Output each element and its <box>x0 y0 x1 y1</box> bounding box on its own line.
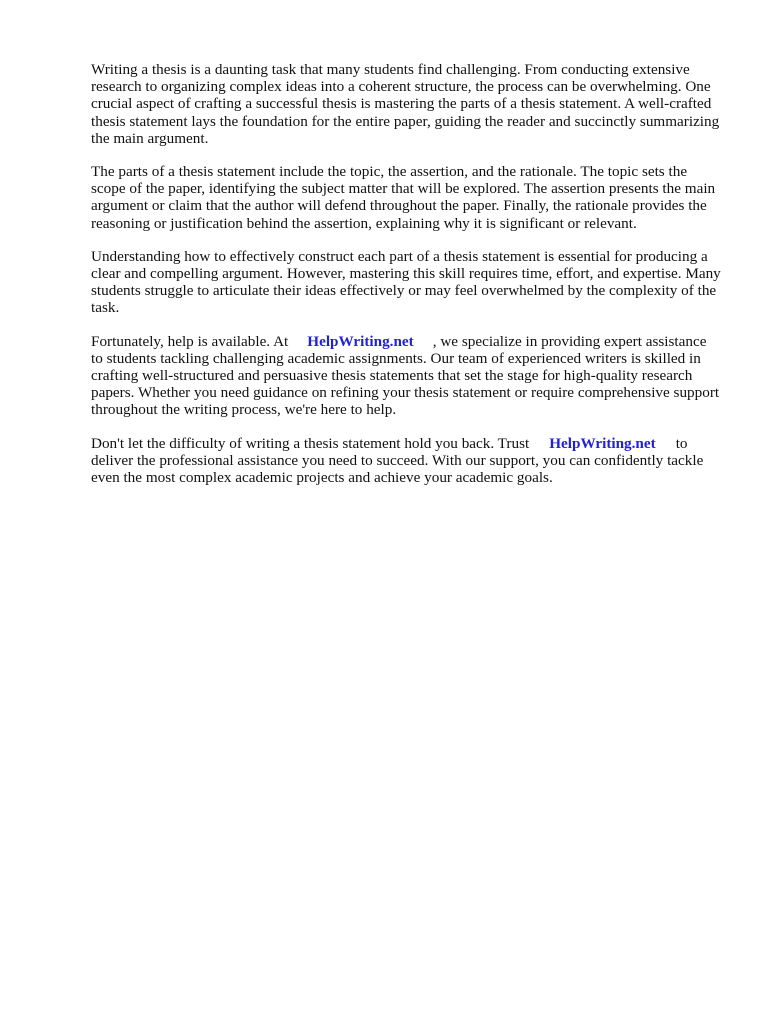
paragraph-closing-text-after: to deliver the professional assistance you need to succeed. With our support, you can confidently tackle even the most complex academic projects and achieve your academic goals. <box>91 434 704 487</box>
helpwriting-link[interactable]: HelpWriting.net <box>549 434 656 452</box>
paragraph-help <box>91 333 721 419</box>
paragraph-closing-text-before: Don't let the difficulty of writing a thesis statement hold you back. Trust <box>91 434 530 452</box>
paragraph-closing <box>91 435 721 487</box>
paragraph-help-text-after: , we specialize in providing expert assistance to students tackling challenging academic assignments. Our team of experienced writers is skilled in crafting well-structured and persuasive thesis statements that set the stage for high-quality research papers. Whether you need guidance on refining your thesis statement or require comprehensive support throughout the writing process, we're here to help. <box>91 332 720 419</box>
helpwriting-link[interactable]: HelpWriting.net <box>307 332 414 350</box>
paragraph-help-text-before: Fortunately, help is available. At <box>91 332 289 350</box>
paragraph-parts: The parts of a thesis statement include the topic, the assertion, and the rationale. The topic sets the scope of the paper, identifying the subject matter that will be explored. The assertion presents the main argument or claim that the author will defend throughout the paper. Finally, the rationale provides the reasoning or justification behind the assertion, explaining why it is significant or relevant. <box>91 163 716 232</box>
paragraph-understanding: Understanding how to effectively construct each part of a thesis statement is essential for producing a clear and compelling argument. However, mastering this skill requires time, effort, and expertise. Many students struggle to articulate their ideas effectively or may feel overwhelmed by the complexity of the task. <box>91 247 721 317</box>
document-page <box>91 61 721 502</box>
paragraph-intro: Writing a thesis is a daunting task that many students find challenging. From conducting extensive research to organizing complex ideas into a coherent structure, the process can be overwhelming. One crucial aspect of crafting a successful thesis is mastering the parts of a thesis statement. A well-crafted thesis statement lays the foundation for the entire paper, guiding the reader and succinctly summarizing the main argument. <box>91 61 720 147</box>
